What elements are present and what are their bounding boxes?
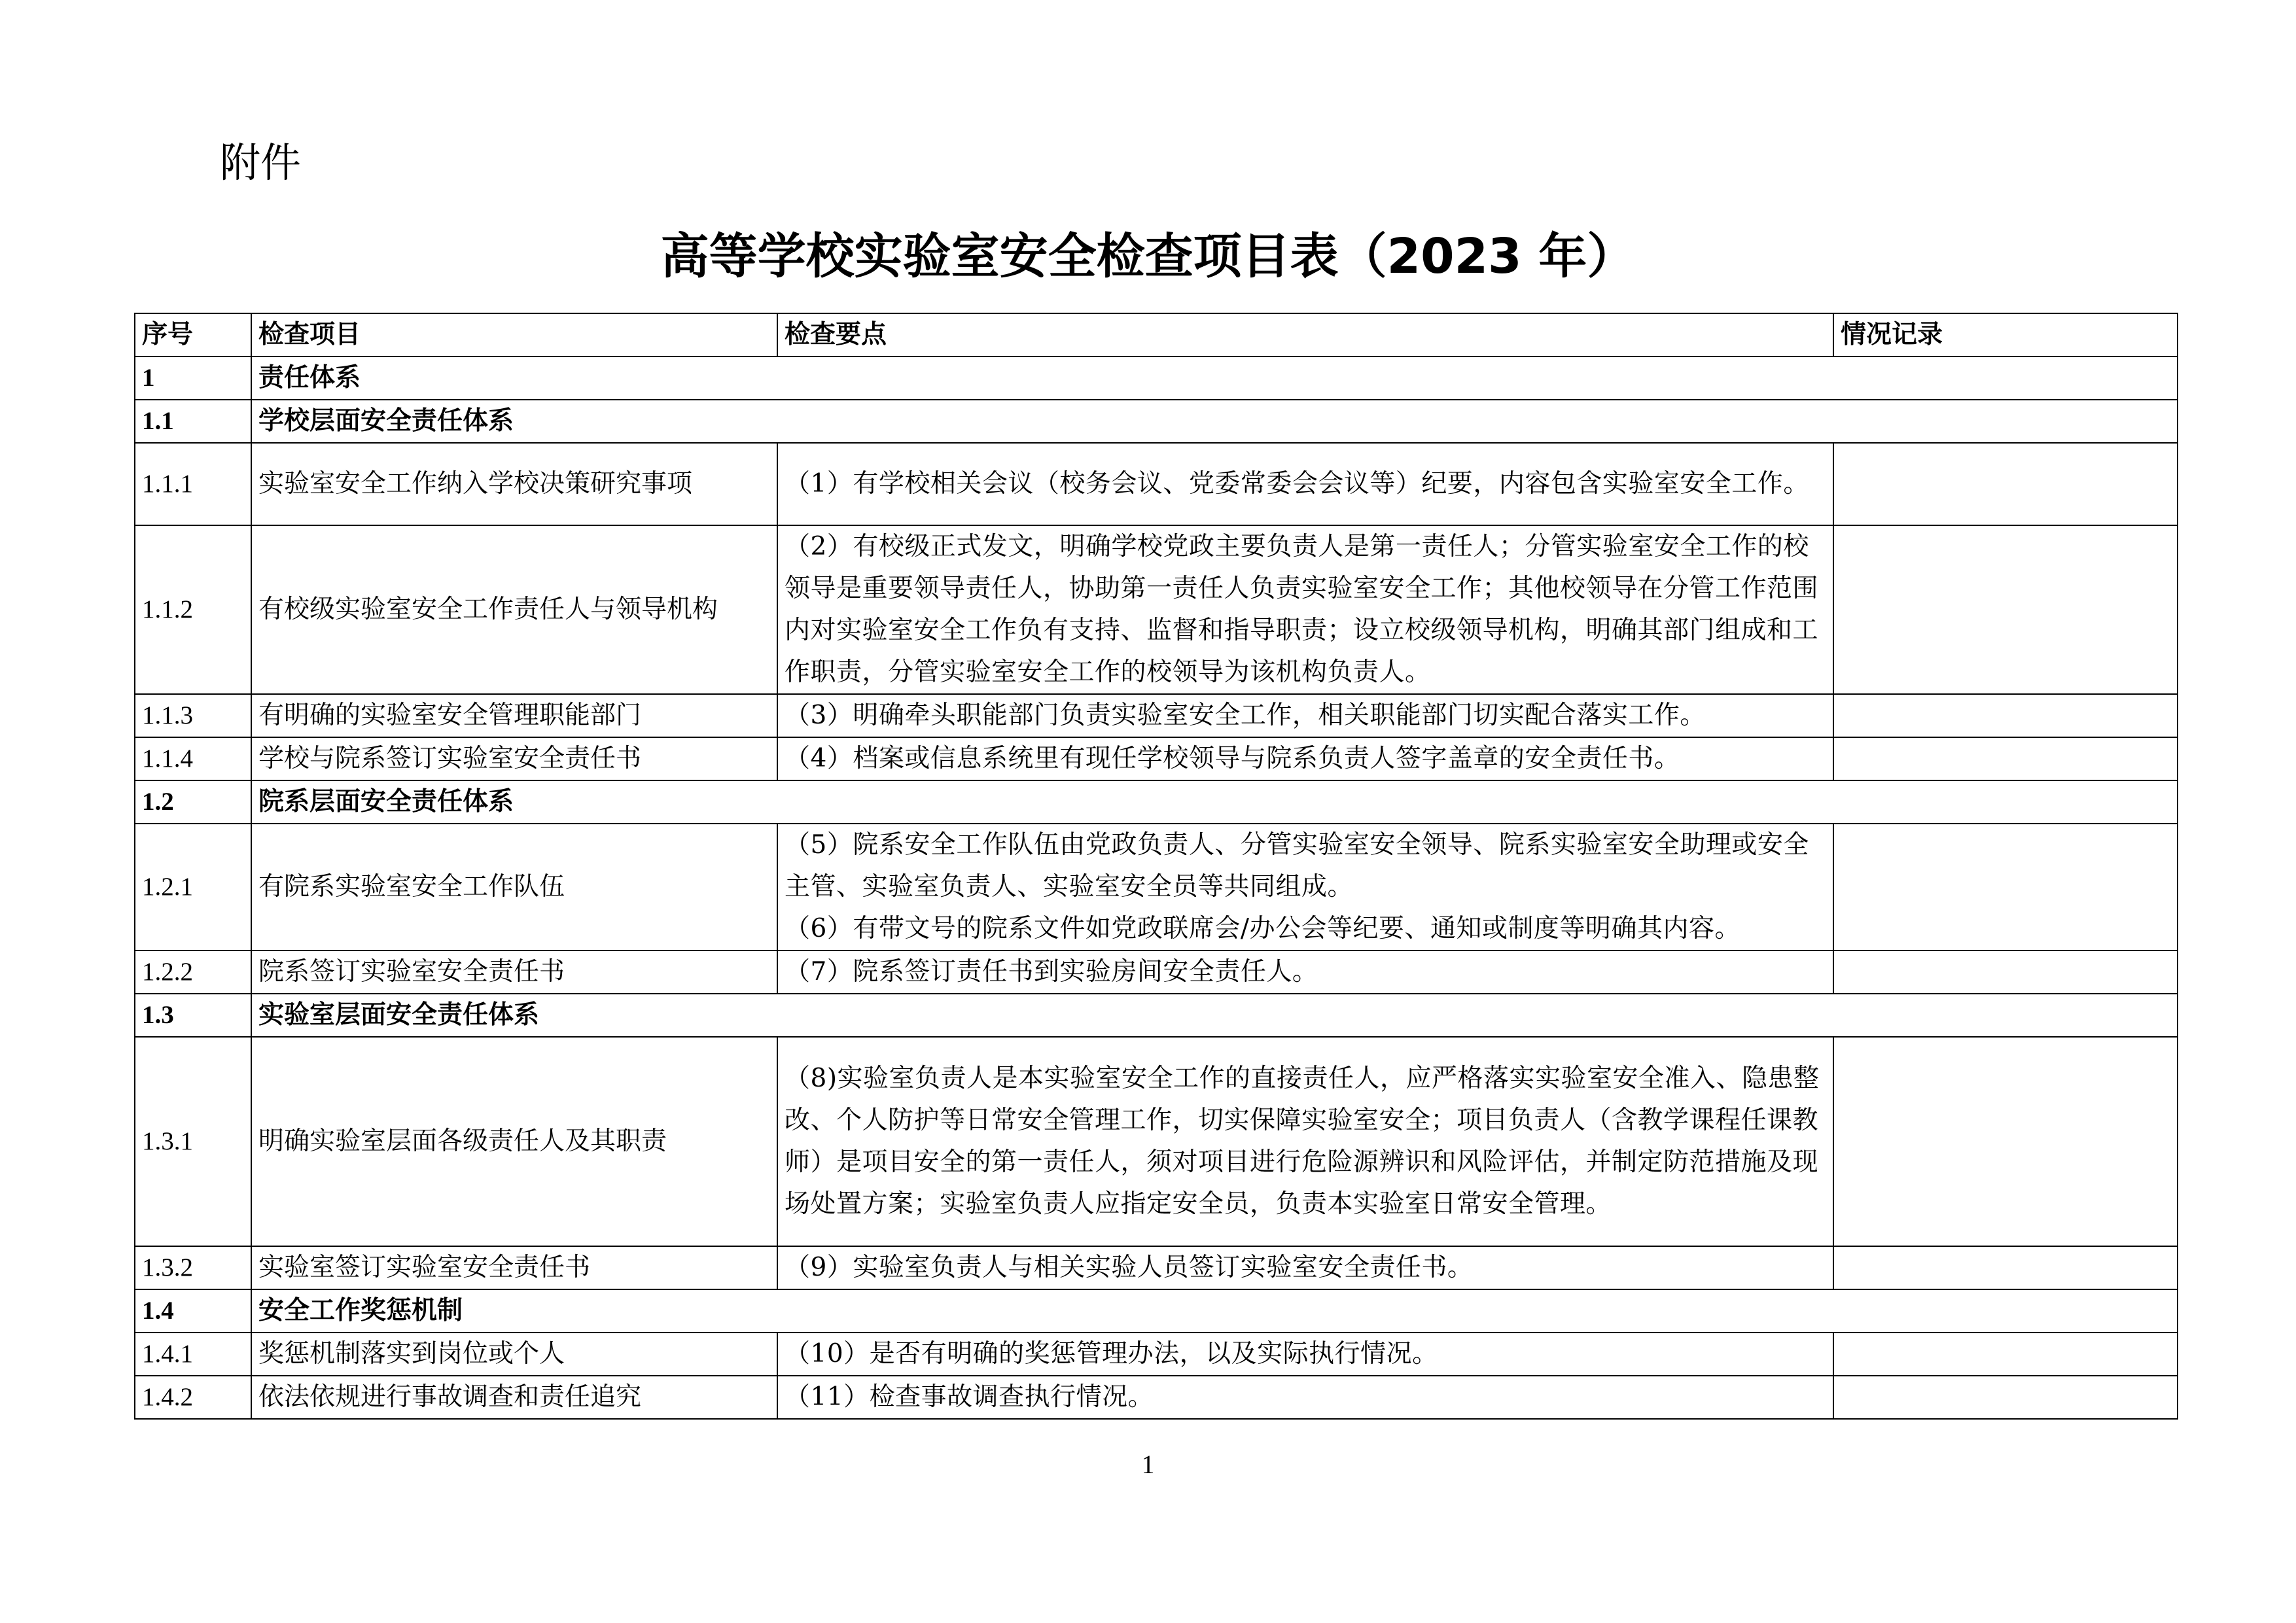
section-number: 1 (135, 357, 251, 400)
row-point: （1）有学校相关会议（校务会议、党委常委会会议等）纪要，内容包含实验室安全工作。 (777, 443, 1833, 525)
table-row (135, 951, 2178, 994)
row-number: 1.2.1 (135, 824, 251, 951)
subsection-number: 1.4 (135, 1289, 251, 1333)
row-record[interactable] (1833, 443, 2178, 525)
row-item: 实验室签订实验室安全责任书 (251, 1246, 777, 1289)
row-item: 有校级实验室安全工作责任人与领导机构 (251, 525, 777, 694)
attachment-label: 附件 (220, 139, 302, 186)
row-record[interactable] (1833, 694, 2178, 737)
subsection-number: 1.3 (135, 994, 251, 1037)
row-record[interactable] (1833, 1376, 2178, 1419)
subsection-row (135, 1289, 2178, 1333)
row-item: 学校与院系签订实验室安全责任书 (251, 737, 777, 780)
row-record[interactable] (1833, 1037, 2178, 1246)
header-seq: 序号 (135, 313, 251, 357)
subsection-number: 1.2 (135, 780, 251, 824)
row-record[interactable] (1833, 951, 2178, 994)
row-number: 1.1.1 (135, 443, 251, 525)
subsection-label: 实验室层面安全责任体系 (251, 994, 2178, 1037)
table-row (135, 443, 2178, 525)
row-item: 奖惩机制落实到岗位或个人 (251, 1333, 777, 1376)
row-record[interactable] (1833, 525, 2178, 694)
row-item: 明确实验室层面各级责任人及其职责 (251, 1037, 777, 1246)
row-record[interactable] (1833, 1333, 2178, 1376)
table-header-row (135, 313, 2178, 357)
table-row (135, 525, 2178, 694)
subsection-row (135, 400, 2178, 443)
section-label: 责任体系 (251, 357, 2178, 400)
row-point: （2）有校级正式发文，明确学校党政主要负责人是第一责任人；分管实验室安全工作的校领导是重要领导责任人，协助第一责任人负责实验室安全工作；其他校领导在分管工作范围内对实验室安全工作负有支持、监督和指导职责；设立校级领导机构，明确其部门组成和工作职责，分管实验室安全工作的校领导为该机构负责人。 (777, 525, 1833, 694)
header-points: 检查要点 (777, 313, 1833, 357)
row-item: 有院系实验室安全工作队伍 (251, 824, 777, 951)
row-point: （10）是否有明确的奖惩管理办法，以及实际执行情况。 (777, 1333, 1833, 1376)
document-title: 高等学校实验室安全检查项目表（2023 年） (660, 228, 1636, 285)
row-point-b: （6）有带文号的院系文件如党政联席会/办公会等纪要、通知或制度等明确其内容。 (785, 914, 1740, 943)
row-point: （9）实验室负责人与相关实验人员签订实验室安全责任书。 (777, 1246, 1833, 1289)
row-point: （8)实验室负责人是本实验室安全工作的直接责任人，应严格落实实验室安全准入、隐患整改、个人防护等日常安全管理工作，切实保障实验室安全；项目负责人（含教学课程任课教师）是项目安全的第一责任人，须对项目进行危险源辨识和风险评估，并制定防范措施及现场处置方案；实验室负责人应指定安全员，负责本实验室日常安全管理。 (777, 1037, 1833, 1246)
subsection-label: 学校层面安全责任体系 (251, 400, 2178, 443)
row-point: （7）院系签订责任书到实验房间安全责任人。 (777, 951, 1833, 994)
inspection-table (134, 313, 2178, 1420)
table-row (135, 1333, 2178, 1376)
subsection-number: 1.1 (135, 400, 251, 443)
table-row (135, 694, 2178, 737)
table-row (135, 1376, 2178, 1419)
row-record[interactable] (1833, 1246, 2178, 1289)
section-row (135, 357, 2178, 400)
row-record[interactable] (1833, 824, 2178, 951)
row-number: 1.1.2 (135, 525, 251, 694)
subsection-row (135, 994, 2178, 1037)
row-number: 1.1.4 (135, 737, 251, 780)
row-number: 1.1.3 (135, 694, 251, 737)
row-number: 1.3.2 (135, 1246, 251, 1289)
subsection-label: 院系层面安全责任体系 (251, 780, 2178, 824)
row-point-a: （5）院系安全工作队伍由党政负责人、分管实验室安全领导、院系实验室安全助理或安全主管、实验室负责人、实验室安全员等共同组成。 (785, 830, 1809, 901)
row-number: 1.4.1 (135, 1333, 251, 1376)
row-point: （4）档案或信息系统里有现任学校领导与院系负责人签字盖章的安全责任书。 (777, 737, 1833, 780)
subsection-label: 安全工作奖惩机制 (251, 1289, 2178, 1333)
row-number: 1.2.2 (135, 951, 251, 994)
row-item: 院系签订实验室安全责任书 (251, 951, 777, 994)
row-item: 有明确的实验室安全管理职能部门 (251, 694, 777, 737)
row-point: （11）检查事故调查执行情况。 (777, 1376, 1833, 1419)
row-number: 1.4.2 (135, 1376, 251, 1419)
header-record: 情况记录 (1833, 313, 2178, 357)
row-point (777, 824, 1833, 951)
table-row (135, 824, 2178, 951)
subsection-row (135, 780, 2178, 824)
header-item: 检查项目 (251, 313, 777, 357)
row-item: 依法依规进行事故调查和责任追究 (251, 1376, 777, 1419)
table-row (135, 1037, 2178, 1246)
page-number: 1 (1141, 1450, 1155, 1479)
table-row (135, 1246, 2178, 1289)
row-item: 实验室安全工作纳入学校决策研究事项 (251, 443, 777, 525)
row-number: 1.3.1 (135, 1037, 251, 1246)
row-point: （3）明确牵头职能部门负责实验室安全工作，相关职能部门切实配合落实工作。 (777, 694, 1833, 737)
row-record[interactable] (1833, 737, 2178, 780)
table-row (135, 737, 2178, 780)
